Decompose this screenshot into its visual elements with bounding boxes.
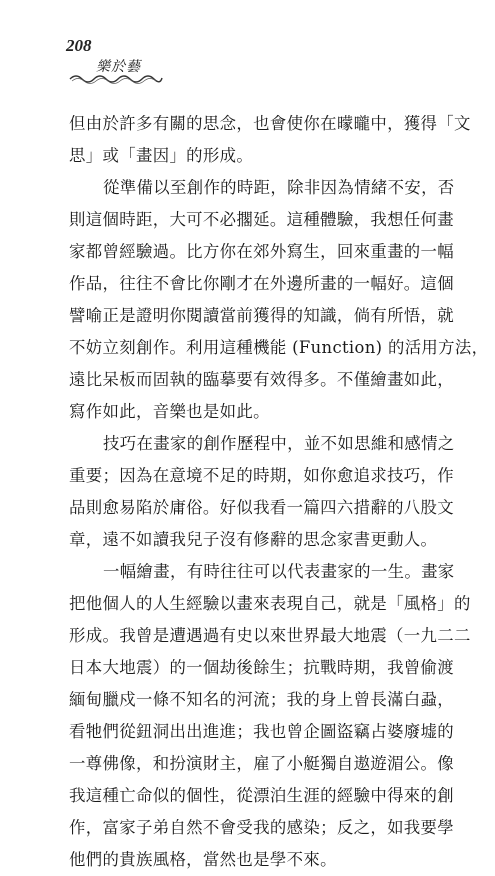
text-line: 一幅繪畫，有時往往可以代表畫家的一生。畫家	[103, 562, 455, 581]
text-line: 遠比呆板而固執的臨摹要有效得多。不僅繪畫如此，	[69, 370, 455, 389]
text-line: 寫作如此，音樂也是如此。	[69, 402, 270, 421]
text-line: 一尊佛像，和扮演財主，雇了小艇獨自遨遊湄公。像	[69, 754, 455, 773]
page-number: 208	[66, 36, 92, 55]
text-line: 則這個時距，大可不必擱延。這種體驗，我想任何畫	[69, 210, 455, 229]
squiggle-divider-icon	[68, 72, 164, 84]
body-text	[69, 108, 489, 876]
text-line: 日本大地震）的一個劫後餘生；抗戰時期，我曾偷渡	[69, 658, 455, 677]
text-line: 但由於許多有關的思念，也會使你在曚曨中，獲得「文	[69, 114, 471, 133]
book-title: 樂於藝	[96, 59, 141, 75]
text-line: 家都曾經驗過。比方你在郊外寫生，回來重畫的一幅	[69, 242, 455, 261]
text-line: 品則愈易陷於庸俗。好似我看一篇四六措辭的八股文	[69, 498, 455, 517]
text-line: 他們的貴族風格，當然也是學不來。	[69, 850, 337, 869]
text-line: 從準備以至創作的時距，除非因為情緒不安，否	[103, 178, 455, 197]
text-line: 把他個人的人生經驗以畫來表現自己，就是「風格」的	[69, 594, 471, 613]
text-line: 作品，往往不會比你剛才在外邊所畫的一幅好。這個	[69, 274, 455, 293]
text-line: 緬甸臘戍一條不知名的河流；我的身上曾長滿白蝨，	[69, 690, 455, 709]
text-line: 看牠們從鈕洞出出進進；我也曾企圖盜竊占婆廢墟的	[69, 722, 455, 741]
text-line: 章，遠不如讀我兒子沒有修辭的思念家書更動人。	[69, 530, 438, 549]
text-line: 形成。我曾是遭遇過有史以來世界最大地震（一九二二	[69, 626, 471, 645]
text-line: 作，富家子弟自然不會受我的感染；反之，如我要學	[69, 818, 455, 837]
text-line: 譬喻正是證明你閱讀當前獲得的知識，倘有所悟，就	[69, 306, 455, 325]
text-line: 思」或「畫因」的形成。	[69, 146, 254, 165]
text-line: 不妨立刻創作。利用這種機能 (Function) 的活用方法，	[69, 338, 489, 357]
text-line: 技巧在畫家的創作歷程中，並不如思維和感情之	[103, 434, 455, 453]
text-line: 我這種亡命似的個性，從漂泊生涯的經驗中得來的創	[69, 786, 455, 805]
running-header	[66, 32, 186, 92]
text-line: 重要；因為在意境不足的時期，如你愈追求技巧，作	[69, 466, 455, 485]
